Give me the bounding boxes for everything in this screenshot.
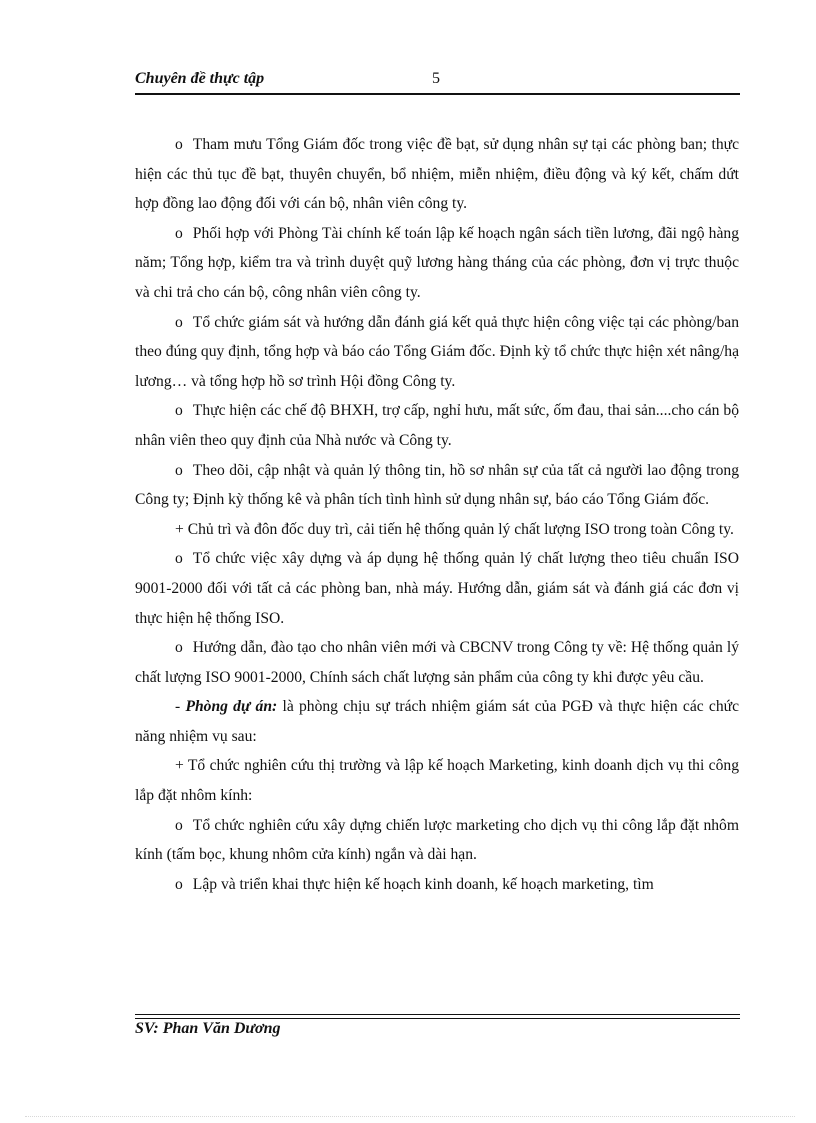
paragraph-text: Tổ chức việc xây dựng và áp dụng hệ thống quản lý chất lượng theo tiêu chuẩn ISO 9001-2000 đối với tất cả các phòng ban, nhà máy. Hướng dẫn, giám sát và đánh giá các đơn vị thực hiện hệ thống ISO. — [135, 550, 739, 627]
paragraph-7 — [135, 544, 739, 633]
paragraph-text: Phối hợp với Phòng Tài chính kế toán lập kế hoạch ngân sách tiền lương, đãi ngộ hàng năm; Tổng hợp, kiểm tra và trình duyệt quỹ lương hàng tháng của các phòng, đơn vị trực thuộc và chi trả cho cán bộ, công nhân viên công ty. — [135, 224, 739, 301]
footer-rule — [135, 1014, 740, 1019]
paragraph-text: Thực hiện các chế độ BHXH, trợ cấp, nghỉ hưu, mất sức, ốm đau, thai sản....cho cán bộ nhân viên theo quy định của Nhà nước và Công ty. — [135, 402, 739, 449]
bullet-marker: o — [175, 402, 183, 420]
paragraph-10 — [135, 811, 739, 870]
bullet-marker: o — [175, 313, 183, 331]
department-name: Phòng dự án: — [185, 698, 278, 716]
paragraph-text: Tổ chức nghiên cứu xây dựng chiến lược marketing cho dịch vụ thi công lắp đặt nhôm kính (tấm bọc, khung nhôm cửa kính) ngắn và dài hạn. — [135, 816, 739, 864]
bullet-marker: o — [175, 875, 183, 893]
header-title: Chuyên đề thực tập — [135, 70, 265, 87]
bullet-marker: o — [175, 550, 183, 568]
paragraph-9 — [135, 751, 739, 810]
page-number: 5 — [432, 70, 440, 87]
paragraph-text: Tổ chức giám sát và hướng dẫn đánh giá kết quả thực hiện công việc tại các phòng/ban theo đúng quy định, tổng hợp và báo cáo Tổng Giám đốc. Định kỳ tổ chức thực hiện xét nâng/hạ lương… và tổng hợp hồ sơ trình Hội đồng Công ty. — [135, 313, 739, 390]
paragraph-text: Theo dõi, cập nhật và quản lý thông tin, hồ sơ nhân sự của tất cả người lao động trong Công ty; Định kỳ thống kê và phân tích tình hình sử dụng nhân sự, báo cáo Tổng Giám đốc. — [135, 461, 739, 509]
bullet-marker: o — [175, 136, 183, 153]
header-rule — [135, 93, 740, 95]
paragraph-text: Lập và triển khai thực hiện kế hoạch kinh doanh, kế hoạch marketing, tìm — [192, 875, 654, 893]
department-text: là phòng chịu sự trách nhiệm giám sát của PGĐ và thực hiện các chức năng nhiệm vụ sau: — [135, 698, 740, 745]
paragraph-3 — [135, 308, 739, 397]
paragraph-text: + Tổ chức nghiên cứu thị trường và lập kế hoạch Marketing, kinh doanh dịch vụ thi công lắp đặt nhôm kính: — [135, 757, 739, 805]
paragraph-text: + Chủ trì và đôn đốc duy trì, cải tiến hệ thống quản lý chất lượng ISO trong toàn Công ty. — [175, 520, 734, 538]
paragraph-1 — [135, 130, 739, 219]
paragraph-text: Tham mưu Tổng Giám đốc trong việc đề bạt, sử dụng nhân sự tại các phòng ban; thực hiện các thủ tục đề bạt, thuyên chuyển, bổ nhiệm, miễn nhiệm, điều động và ký kết, chấm dứt hợp đồng lao động đối với cán bộ, nhân viên công ty. — [135, 136, 739, 213]
paragraph-6 — [135, 515, 739, 545]
page-bottom-dotted-line — [25, 1116, 795, 1117]
department-prefix: - — [175, 698, 186, 716]
paragraph-text: Hướng dẫn, đào tạo cho nhân viên mới và CBCNV trong Công ty về: Hệ thống quản lý chất lượng ISO 9001-2000, Chính sách chất lượng sản phẩm của công ty khi được yêu cầu. — [135, 639, 739, 686]
footer-author: SV: Phan Văn Dương — [135, 1020, 281, 1037]
bullet-marker: o — [175, 816, 183, 834]
department-paragraph — [135, 692, 739, 751]
paragraph-8 — [135, 633, 739, 692]
bullet-marker: o — [175, 461, 183, 479]
paragraph-5 — [135, 456, 739, 515]
paragraph-11 — [135, 870, 739, 900]
document-body — [135, 130, 739, 899]
bullet-marker: o — [175, 639, 183, 657]
paragraph-4 — [135, 396, 739, 455]
page-header — [135, 68, 740, 94]
paragraph-2 — [135, 219, 739, 308]
bullet-marker: o — [175, 224, 183, 242]
